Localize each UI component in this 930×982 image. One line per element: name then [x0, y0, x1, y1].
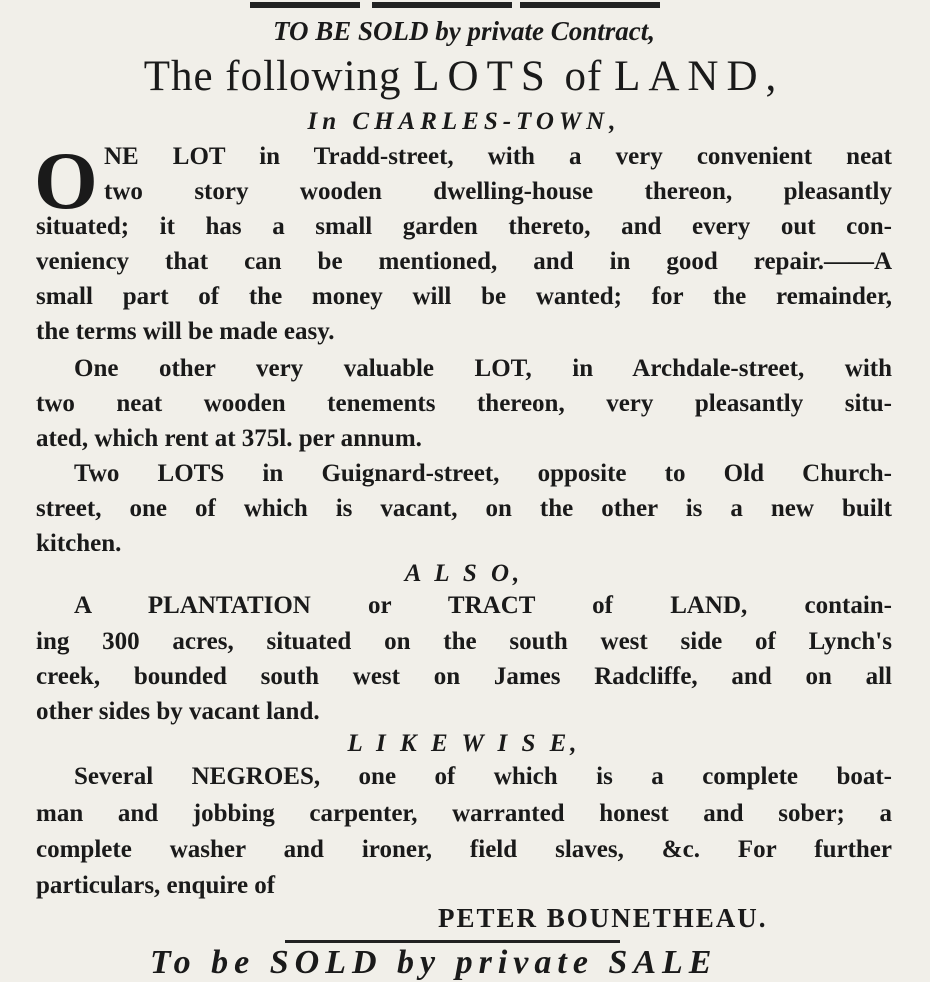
next-ad-cutoff	[150, 944, 930, 981]
p4-line: creek, bounded south west on James Radcliffe, and on all	[36, 663, 892, 690]
likewise-heading: L I K E W I S E,	[347, 730, 581, 757]
p2-line: ated, which rent at 375l. per annum.	[36, 425, 422, 452]
ad-location: In CHARLES-TOWN,	[307, 108, 621, 135]
p1-line: veniency that can be mentioned, and in good repair.——A	[36, 248, 892, 275]
top-rule	[250, 2, 360, 8]
p4-line: ing 300 acres, situated on the south west side of Lynch's	[36, 628, 892, 655]
ad-title	[36, 52, 892, 101]
p5-line: particulars, enquire of	[36, 872, 276, 899]
p1-line: the terms will be made easy.	[36, 318, 335, 345]
next-ad-text: To be SOLD by private SALE	[150, 944, 718, 981]
signature: PETER BOUNETHEAU.	[438, 903, 768, 933]
p1-line: NE LOT in Tradd-street, with a very convenient neat	[104, 143, 892, 170]
p2-line: two neat wooden tenements thereon, very pleasantly situ-	[36, 390, 892, 417]
top-rule	[520, 2, 660, 8]
p5-line: Several NEGROES, one of which is a complete boat-	[74, 763, 892, 790]
drop-cap: O	[34, 135, 98, 226]
title-start: The following	[143, 53, 402, 100]
p4-line: A PLANTATION or TRACT of LAND, contain-	[74, 592, 892, 619]
title-land: LAND,	[614, 53, 785, 100]
p3-line: Two LOTS in Guignard-street, opposite to Old Church-	[74, 460, 892, 487]
p5-line: man and jobbing carpenter, warranted honest and sober; a	[36, 800, 892, 827]
p1-line: small part of the money will be wanted; for the remainder,	[36, 283, 892, 310]
ad-heading: TO BE SOLD by private Contract,	[272, 16, 655, 46]
p1-line: two story wooden dwelling-house thereon, pleasantly	[104, 178, 892, 205]
title-lots: LOTS	[413, 53, 553, 100]
title-of: of	[564, 53, 603, 100]
p3-line: kitchen.	[36, 530, 122, 557]
bottom-rule	[285, 940, 620, 943]
p3-line: street, one of which is vacant, on the other is a new built	[36, 495, 892, 522]
p2-line: One other very valuable LOT, in Archdale-street, with	[74, 355, 892, 382]
also-heading: A L S O,	[404, 560, 524, 587]
p1-line: situated; it has a small garden thereto, and every out con-	[36, 213, 892, 240]
top-rule	[372, 2, 512, 8]
p4-line: other sides by vacant land.	[36, 698, 320, 725]
p5-line: complete washer and ironer, field slaves, &c. For further	[36, 836, 892, 863]
